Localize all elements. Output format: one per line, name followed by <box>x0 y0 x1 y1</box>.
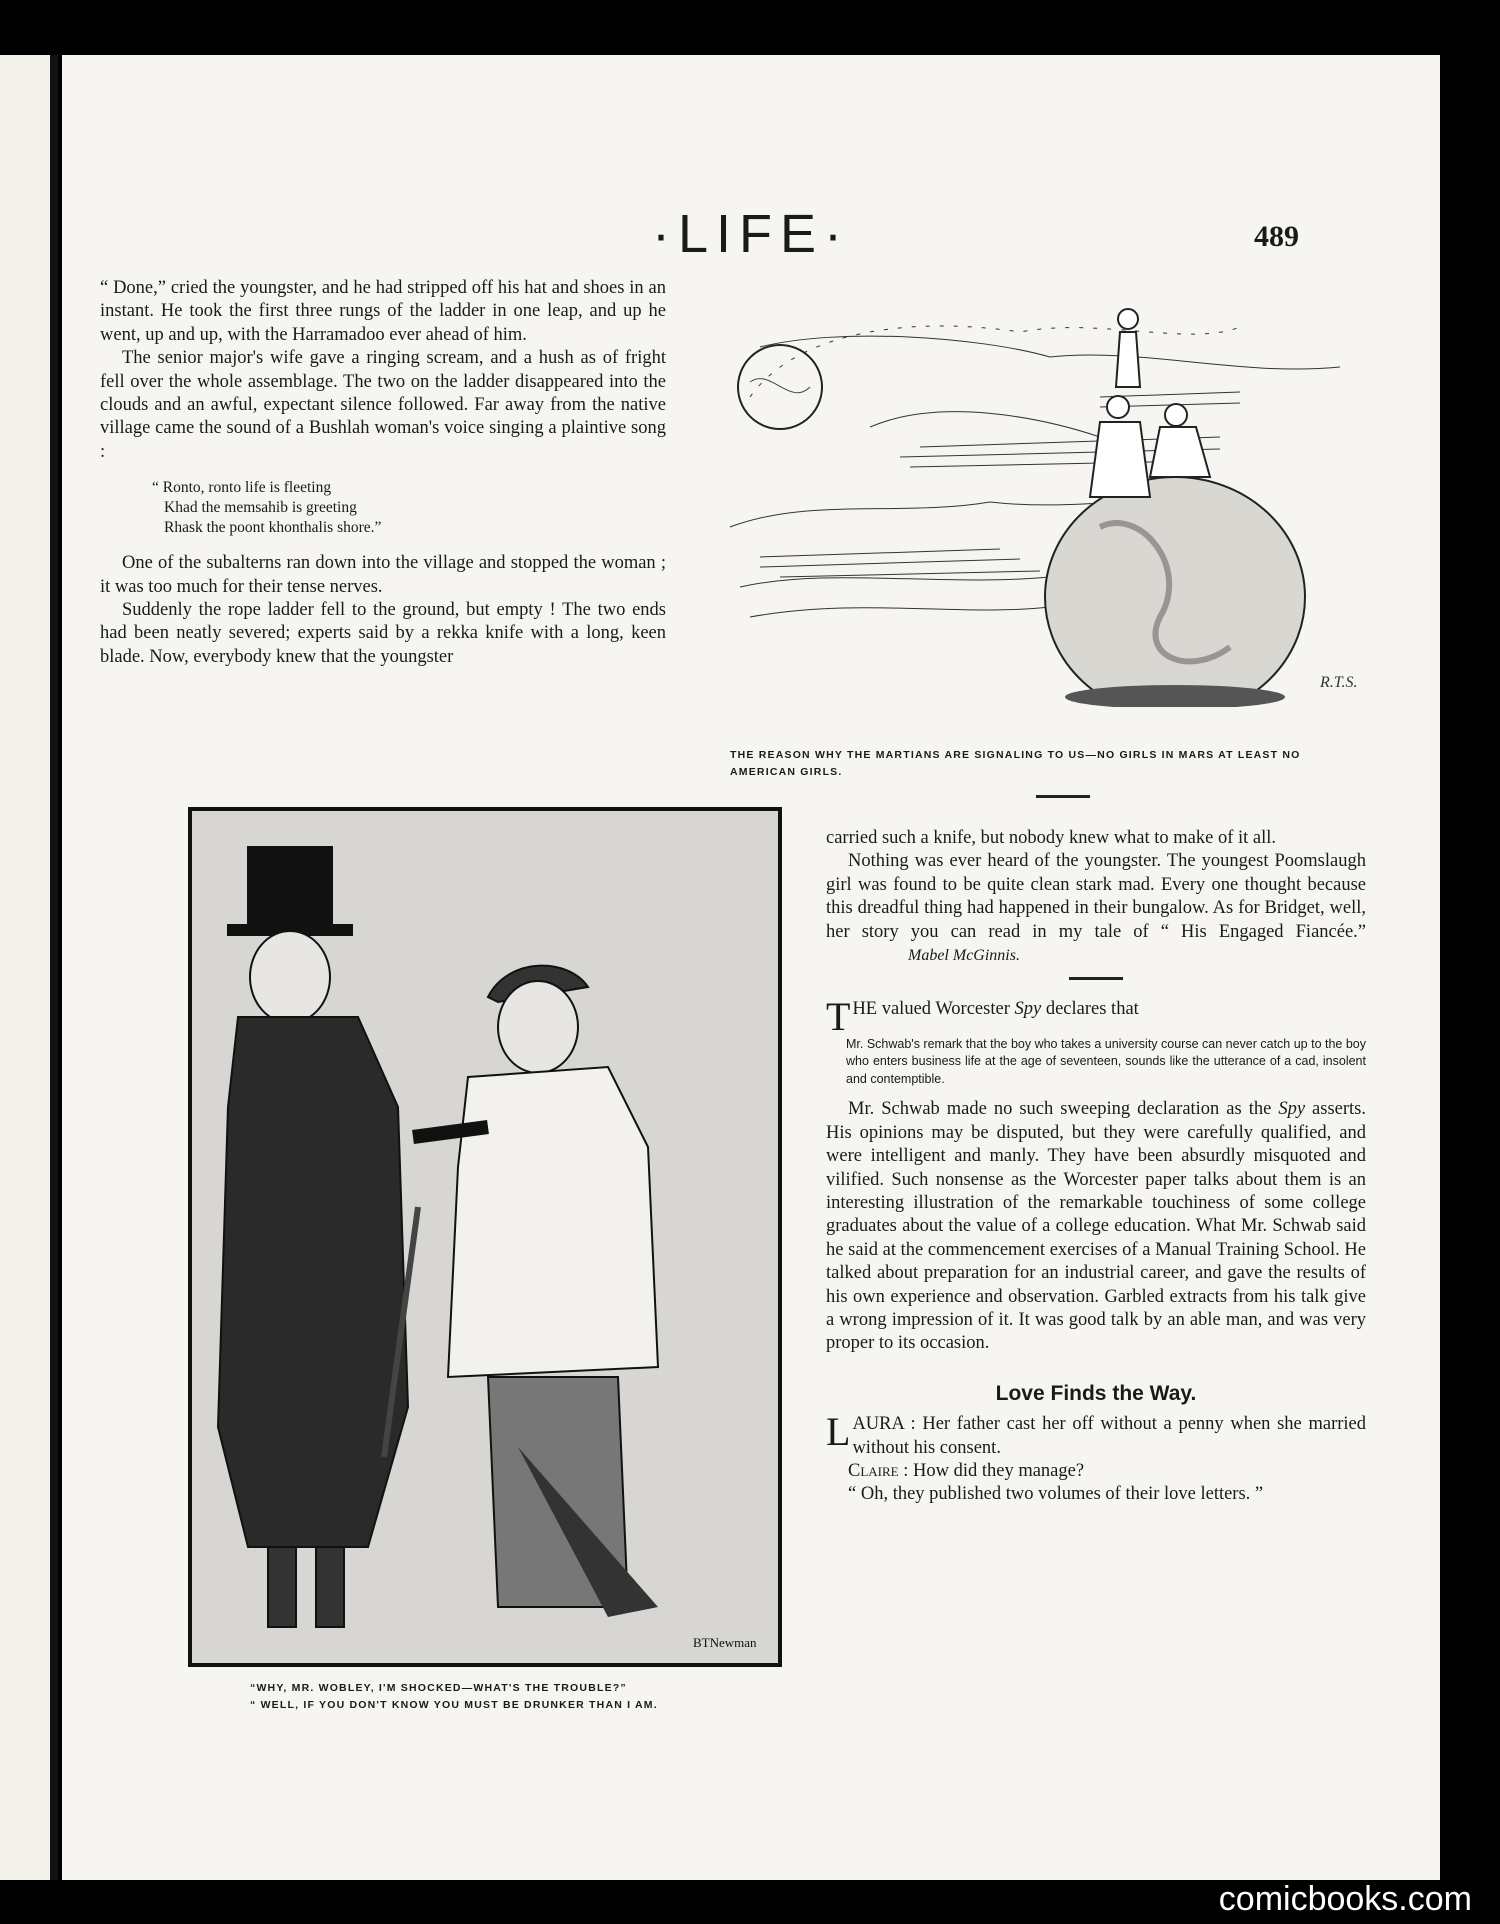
spy-body-text: asserts. His opinions may be disputed, but they were carefully qualified, and were intelligent and manly. They have been absurdly misquoted and vilified. Such nonsense as the Worcester paper talks about them is an interesting illustration of the remarkable touchiness of some college graduates about the value of a college education. What Mr. Schwab said he said at the commencement exercises of a Manual Training School. He talked about preparation for an industrial career, and gave the results of his own experience and observation. Garbled extracts from his talk give a wrong impression of it. It was good talk by an able man, and was very proper to its occasion. <box>826 1099 1366 1354</box>
author-signature: Mabel McGinnis. <box>908 947 1020 965</box>
spy-body-italic: Spy <box>1278 1099 1306 1120</box>
story-paragraph <box>826 850 1366 967</box>
story-paragraph <box>826 1098 1366 1355</box>
adjacent-page-edge <box>0 55 58 1880</box>
spy-intro-text: HE valued Worcester <box>852 999 1015 1020</box>
spy-quote: Mr. Schwab's remark that the boy who takes a university course can never catch up to the boy who enters business life at the age of seventeen, sounds like the utterance of a cad, insolent and contemptible. <box>846 1036 1367 1086</box>
spy-intro-text: declares that <box>1041 999 1139 1020</box>
masthead: ·LIFE· <box>651 204 850 264</box>
story-paragraph: One of the subalterns ran down into the village and stopped the woman ; it was too much for their tense nerves. <box>100 553 666 597</box>
globe-earth <box>1045 477 1305 707</box>
site-watermark: comicbooks.com <box>1218 1880 1472 1918</box>
verse-line: Khad the memsahib is greeting <box>164 499 357 517</box>
wobley-cartoon <box>188 807 782 1667</box>
story-column-left <box>100 277 666 669</box>
drop-cap: T <box>826 994 851 1040</box>
story-paragraph: The senior major's wife gave a ringing scream, and a hush as of fright fell over the whole assemblage. The two on the ladder disappeared into the clouds and an awful, expectant silence followed. Far away from the native village came the sound of a Bushlah woman's voice singing a plaintive song : <box>100 348 666 462</box>
dialogue-line <box>826 1409 1366 1460</box>
artist-signature: BTNewman <box>693 1635 757 1650</box>
magazine-page <box>62 55 1440 1880</box>
spy-intro <box>826 994 1366 1040</box>
girls-on-globe <box>1090 309 1210 497</box>
caption-line: “WHY, MR. WOBLEY, I'M SHOCKED—WHAT'S THE TROUBLE?” <box>250 1682 627 1694</box>
section-rule <box>1069 977 1123 980</box>
spy-body-text: Mr. Schwab made no such sweeping declaration as the <box>848 1099 1279 1120</box>
martians-caption: THE REASON WHY THE MARTIANS ARE SIGNALING TO US—NO GIRLS IN MARS AT LEAST NO AMERICAN GIRLS. <box>730 749 1301 778</box>
story-paragraph: “ Done,” cried the youngster, and he had stripped off his hat and shoes in an instant. He took the first three rungs of the ladder in one leap, and up he went, up and up, with the Harramadoo ever ahead of him. <box>100 278 666 345</box>
verse-line: “ Ronto, ronto life is fleeting <box>152 479 332 497</box>
wobley-caption <box>250 1680 770 1714</box>
song-verse <box>152 478 666 538</box>
verse-line: Rhask the poont khonthalis shore.” <box>164 519 382 537</box>
story-paragraph: carried such a knife, but nobody knew what to make of it all. <box>826 828 1277 848</box>
spy-intro-italic: Spy <box>1014 999 1042 1020</box>
story-column-right <box>826 827 1366 1507</box>
dialogue-text: Her father cast her off without a penny when she married without his consent. <box>852 1414 1366 1458</box>
martians-cartoon <box>720 287 1380 707</box>
section-heading: Love Finds the Way. <box>995 1381 1197 1405</box>
story-paragraph: Suddenly the rope ladder fell to the ground, but empty ! The two ends had been neatly severed; experts said by a rekka knife with a long, keen blade. Now, everybody knew that the youngster <box>100 600 666 667</box>
speaker-name: Claire : <box>848 1461 909 1482</box>
dialogue-text: How did they manage? <box>908 1461 1085 1482</box>
dialogue-line <box>826 1460 1366 1483</box>
speaker-name: AURA : <box>852 1414 916 1435</box>
story-text: Nothing was ever heard of the youngster. The youngest Poomslaugh girl was found to be quite clean stark mad. Every one thought because this dreadful thing had happened in their bungalow. As for Bridget, well, her story you can read in my tale of “ His Engaged Fiancée.” <box>826 851 1366 942</box>
dialogue-line: “ Oh, they published two volumes of their love letters. ” <box>848 1484 1264 1505</box>
page-number: 489 <box>1254 220 1299 253</box>
caption-line: “ WELL, IF YOU DON'T KNOW YOU MUST BE DRUNKER THAN I AM. <box>250 1699 658 1711</box>
section-rule <box>1036 795 1090 798</box>
artist-signature: R.T.S. <box>1320 674 1358 691</box>
drop-cap: L <box>826 1409 851 1455</box>
